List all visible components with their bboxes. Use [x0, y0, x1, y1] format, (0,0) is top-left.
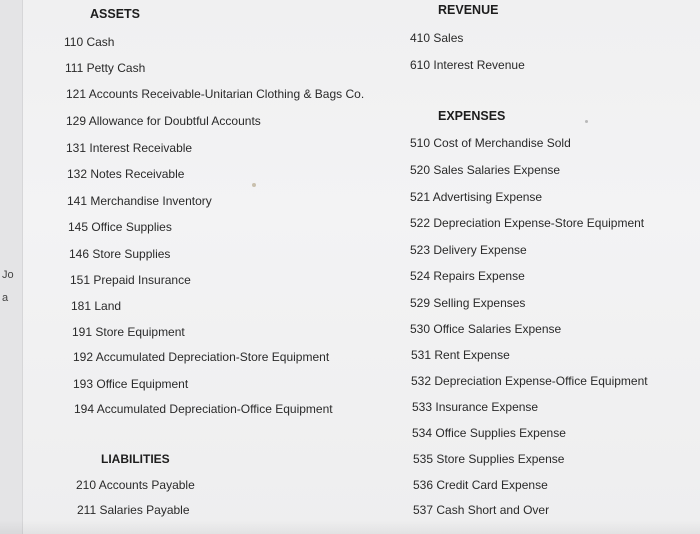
account-line: 610 Interest Revenue	[410, 58, 525, 72]
assets-heading: ASSETS	[90, 7, 141, 21]
account-line: 531 Rent Expense	[411, 348, 510, 362]
account-line: 131 Interest Receivable	[66, 141, 193, 155]
account-line: 192 Accumulated Depreciation-Store Equipment	[73, 350, 330, 364]
account-line: 537 Cash Short and Over	[413, 503, 550, 517]
account-line: 211 Salaries Payable	[77, 503, 190, 517]
account-line: 522 Depreciation Expense-Store Equipment	[410, 216, 645, 230]
account-line: 191 Store Equipment	[72, 325, 185, 339]
account-line: 110 Cash	[64, 35, 115, 49]
account-line: 410 Sales	[410, 31, 464, 45]
account-line: 181 Land	[71, 299, 122, 313]
account-line: 193 Office Equipment	[73, 377, 189, 391]
account-line: 194 Accumulated Depreciation-Office Equipment	[74, 402, 333, 416]
account-line: 121 Accounts Receivable-Unitarian Clothing & Bags Co.	[66, 87, 365, 101]
revenue-heading: REVENUE	[438, 3, 499, 17]
account-line: 132 Notes Receivable	[67, 167, 185, 181]
account-line: 151 Prepaid Insurance	[70, 273, 191, 287]
account-line: 530 Office Salaries Expense	[410, 322, 562, 336]
account-line: 524 Repairs Expense	[410, 269, 525, 283]
account-line: 534 Office Supplies Expense	[412, 426, 566, 440]
account-line: 145 Office Supplies	[68, 220, 172, 234]
account-line: 520 Sales Salaries Expense	[410, 163, 561, 177]
account-line: 510 Cost of Merchandise Sold	[410, 136, 571, 150]
account-line: 129 Allowance for Doubtful Accounts	[66, 114, 261, 128]
account-line: 533 Insurance Expense	[412, 400, 539, 414]
account-line: 532 Depreciation Expense-Office Equipment	[411, 374, 648, 388]
account-line: 521 Advertising Expense	[410, 190, 543, 204]
strip-text-2: a	[2, 292, 9, 304]
account-line: 535 Store Supplies Expense	[413, 452, 565, 466]
account-line: 141 Merchandise Inventory	[67, 194, 212, 208]
bottom-shadow	[0, 520, 700, 534]
strip-text-1: Jo	[2, 269, 14, 281]
liabilities-heading: LIABILITIES	[101, 452, 170, 466]
left-page-strip	[0, 0, 23, 534]
account-line: 111 Petty Cash	[65, 61, 146, 75]
paper-speck	[252, 183, 256, 187]
paper-speck	[585, 120, 588, 123]
account-line: 529 Selling Expenses	[410, 296, 526, 310]
account-line: 523 Delivery Expense	[410, 243, 527, 257]
account-line: 146 Store Supplies	[69, 247, 171, 261]
account-line: 210 Accounts Payable	[76, 478, 195, 492]
account-line: 536 Credit Card Expense	[413, 478, 548, 492]
expenses-heading: EXPENSES	[438, 109, 506, 123]
